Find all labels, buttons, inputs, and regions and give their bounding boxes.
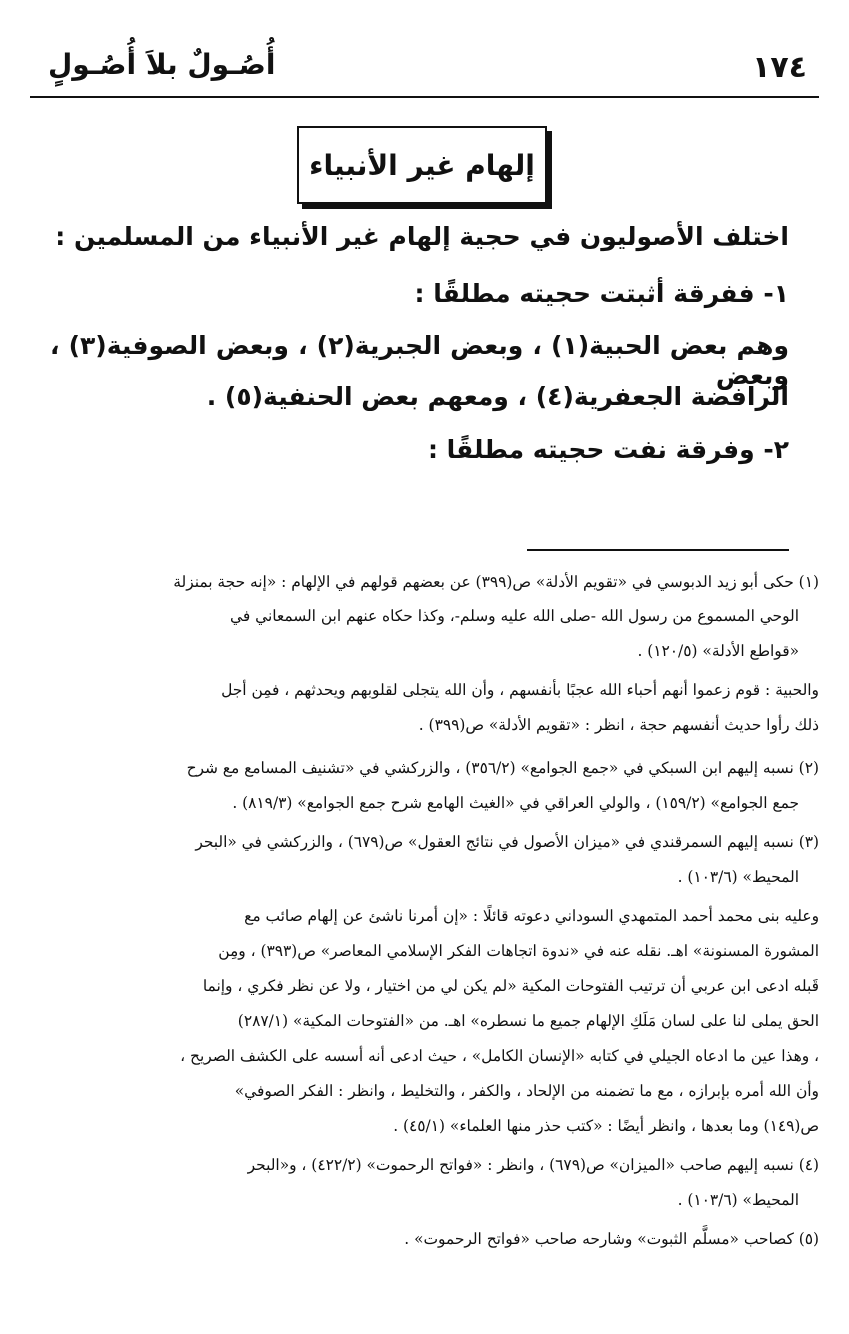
footnote-line: (١) حكى أبو زيد الدبوسي في «تقويم الأدلة» ص(٣٩٩) عن بعضهم قولهم في الإلهام : «إنه حجة بمنزلة: [173, 573, 819, 591]
footnote-line: وعليه بنى محمد أحمد المتمهدي السوداني دعوته قائلًا : «إن أمرنا ناشئ عن إلهام صائب مع: [244, 907, 819, 925]
footnote-line: جمع الجوامع» (١٥٩/٢) ، والولي العراقي في «الغيث الهامع شرح جمع الجوامع» (٨١٩/٣) .: [232, 794, 799, 812]
page-number: ١٧٤: [752, 50, 807, 85]
footnote-line: (٥) كصاحب «مسلَّم الثبوت» وشارحه صاحب «فواتح الرحموت» .: [404, 1230, 819, 1248]
body-line: ٢- وفرقة نفت حجيته مطلقًا :: [427, 435, 789, 464]
body-line: الرافضة الجعفرية(٤) ، ومعهم بعض الحنفية(٥) .: [206, 382, 789, 411]
footnote-line: الحق يملى لنا على لسان مَلَكِ الإلهام جميع ما نسطره» اهـ. من «الفتوحات المكية» (٢٨٧/١): [237, 1012, 819, 1030]
header-rule: [30, 96, 819, 98]
footnote-line: «قواطع الأدلة» (١٢٠/٥) .: [637, 642, 799, 660]
body-line: وهم بعض الحبية(١) ، وبعض الجبرية(٢) ، وبعض الصوفية(٣) ، وبعض: [50, 331, 789, 390]
section-title: إلهام غير الأنبياء: [309, 148, 535, 182]
body-line: ١- ففرقة أثبتت حجيته مطلقًا :: [414, 279, 789, 308]
footnote-line: ، وهذا عين ما ادعاه الجيلي في كتابه «الإنسان الكامل» ، حيث ادعى أنه أسسه على الكشف الصريح ،: [180, 1047, 819, 1065]
footnote-line: ذلك رأوا حديث أنفسهم حجة ، انظر : «تقويم الأدلة» ص(٣٩٩) .: [418, 716, 819, 734]
footnote-rule: [527, 549, 789, 551]
footnote-line: وأن الله أمره بإبرازه ، مع ما تضمنه من الإلحاد ، والكفر ، والتخليط ، وانظر : الفكر الصوفي»: [234, 1082, 819, 1100]
footnote-line: (٤) نسبه إليهم صاحب «الميزان» ص(٦٧٩) ، وانظر : «فواتح الرحموت» (٤٢٢/٢) ، و«البحر: [247, 1156, 819, 1174]
footnote-line: المشورة المسنونة» اهـ. نقله عنه في «ندوة اتجاهات الفكر الإسلامي المعاصر» ص(٣٩٣) ، ومِن: [218, 942, 819, 960]
footnote-line: المحيط» (١٠٣/٦) .: [677, 1191, 799, 1209]
footnote-line: (٢) نسبه إليهم ابن السبكي في «جمع الجوامع» (٣٥٦/٢) ، والزركشي في «تشنيف المسامع مع شرح: [186, 759, 819, 777]
footnote-line: ص(١٤٩) وما بعدها ، وانظر أيضًا : «كتب حذر منها العلماء» (٤٥/١) .: [393, 1117, 819, 1135]
book-title: أُصُـولٌ بلاَ أُصُـولٍ: [48, 48, 276, 81]
footnote-line: المحيط» (١٠٣/٦) .: [677, 868, 799, 886]
footnote-line: (٣) نسبه إليهم السمرقندي في «ميزان الأصول في نتائج العقول» ص(٦٧٩) ، والزركشي في «البحر: [195, 833, 819, 851]
section-title-box: [297, 126, 547, 204]
body-line: اختلف الأصوليون في حجية إلهام غير الأنبياء من المسلمين :: [55, 222, 789, 251]
footnote-line: قَبله ادعى ابن عربي أن ترتيب الفتوحات المكية «لم يكن لي من اختيار ، ولا عن نظر فكري ، وإنما: [202, 977, 819, 995]
footnote-line: والحبية : قوم زعموا أنهم أحباء الله عجبًا بأنفسهم ، وأن الله يتجلى لقلوبهم ويحدثهم ، فمِن أجل: [221, 681, 819, 699]
footnote-line: الوحي المسموع من رسول الله -صلى الله عليه وسلم-، وكذا حكاه عنهم ابن السمعاني في: [230, 607, 799, 625]
